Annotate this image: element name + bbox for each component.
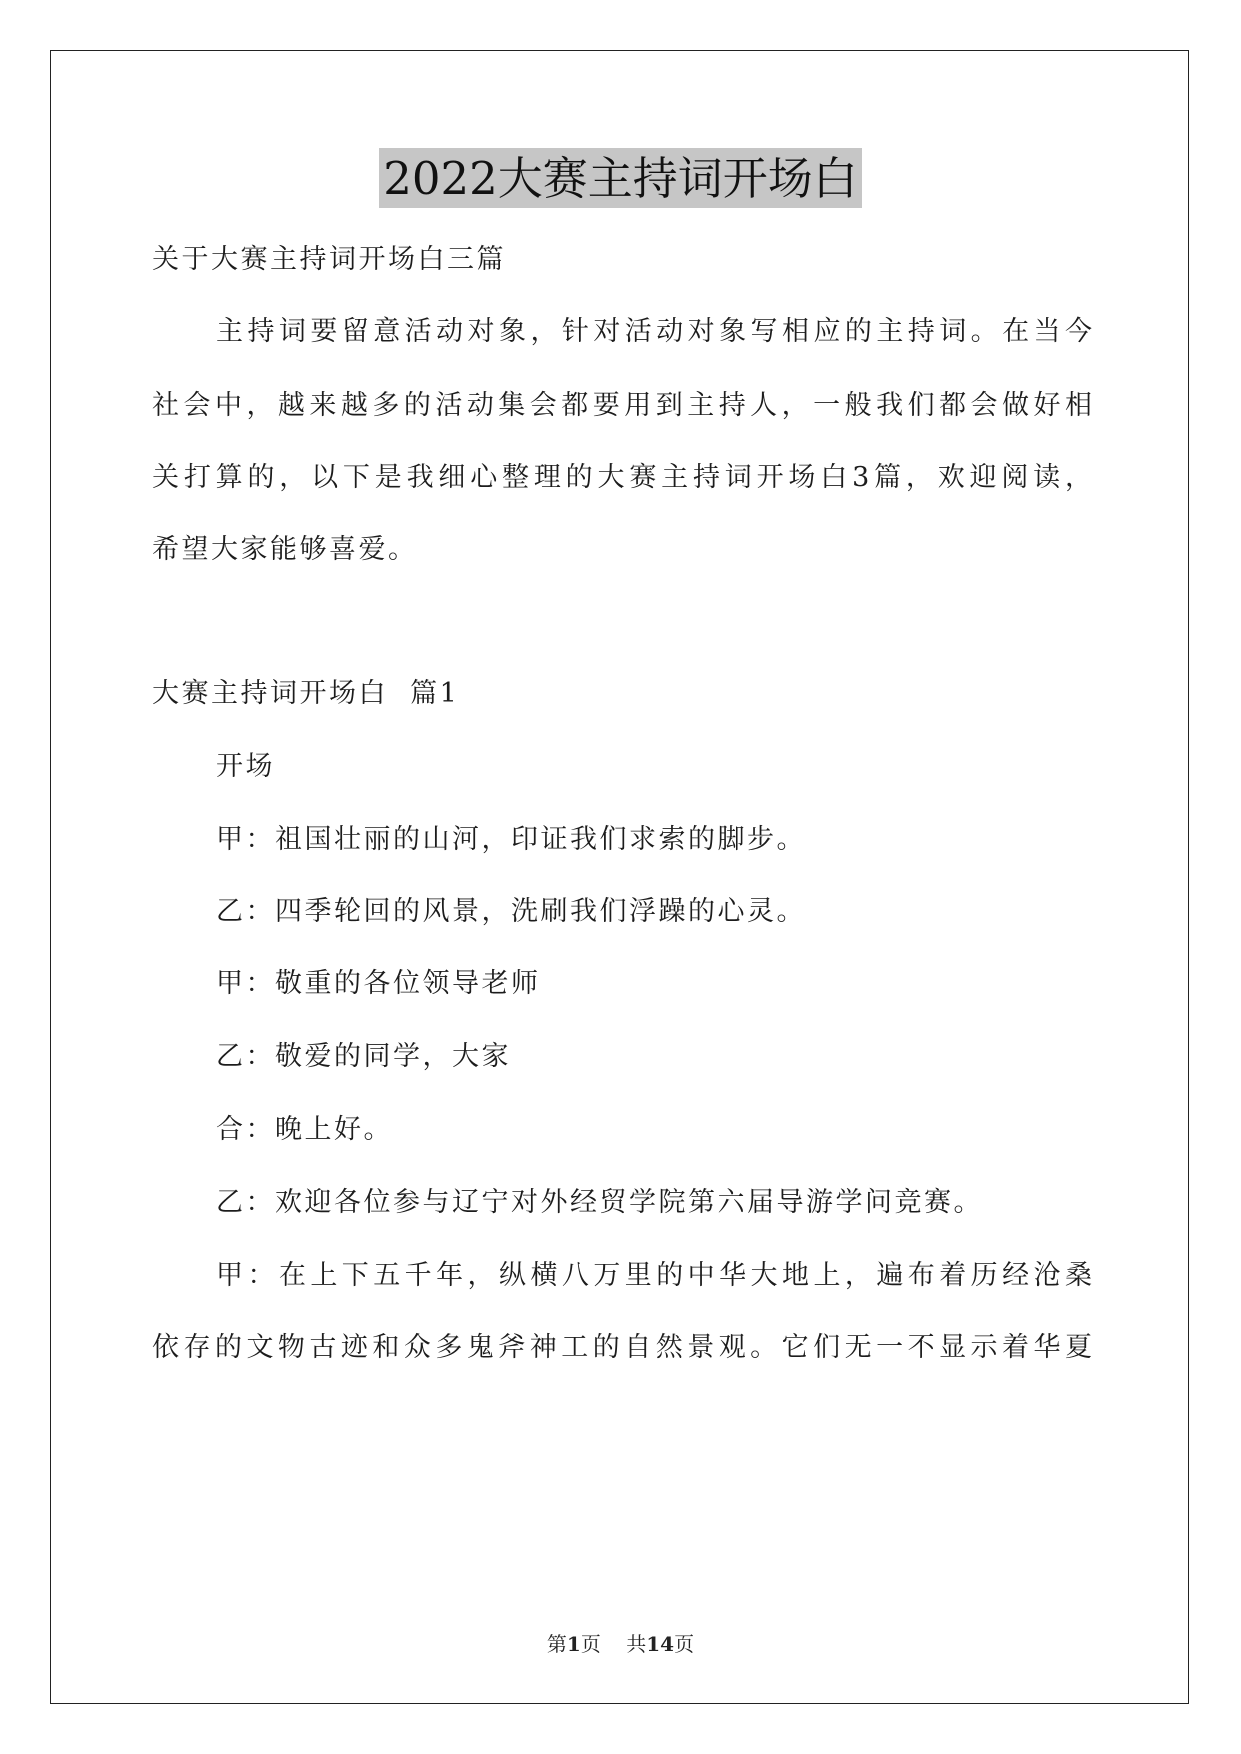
intro-line-2: 社会中，越来越多的活动集会都要用到主持人，一般我们都会做好相	[152, 390, 1092, 421]
page-footer	[0, 1632, 1241, 1656]
page-border	[50, 50, 1189, 1704]
footer-middle: 页 共	[580, 1632, 647, 1656]
section-line-1: 开场	[216, 751, 275, 782]
footer-total-pages: 14	[646, 1632, 675, 1656]
intro-line-1: 主持词要留意活动对象，针对活动对象写相应的主持词。在当今	[216, 316, 1092, 347]
intro-line-3: 关打算的，以下是我细心整理的大赛主持词开场白3篇，欢迎阅读，	[152, 462, 1092, 493]
section-line-6: 合：晚上好。	[216, 1114, 393, 1145]
section-line-4: 甲：敬重的各位领导老师	[216, 968, 541, 999]
section-line-9: 依存的文物古迹和众多鬼斧神工的自然景观。它们无一不显示着华夏	[152, 1332, 1092, 1363]
section-line-3: 乙：四季轮回的风景，洗刷我们浮躁的心灵。	[216, 896, 806, 927]
section-line-7: 乙：欢迎各位参与辽宁对外经贸学院第六届导游学问竞赛。	[216, 1187, 983, 1218]
footer-prefix: 第	[546, 1632, 567, 1656]
section-heading: 大赛主持词开场白 篇1	[152, 678, 460, 709]
section-line-5: 乙：敬爱的同学，大家	[216, 1041, 511, 1072]
footer-page-number: 1	[566, 1632, 581, 1656]
title-container	[0, 148, 1241, 208]
document-subtitle: 关于大赛主持词开场白三篇	[152, 244, 506, 275]
intro-line-4: 希望大家能够喜爱。	[152, 534, 418, 565]
section-line-8: 甲：在上下五千年，纵横八万里的中华大地上，遍布着历经沧桑	[216, 1260, 1092, 1291]
section-line-2: 甲：祖国壮丽的山河，印证我们求索的脚步。	[216, 824, 806, 855]
document-title: 2022大赛主持词开场白	[379, 148, 862, 208]
footer-suffix: 页	[674, 1632, 695, 1656]
